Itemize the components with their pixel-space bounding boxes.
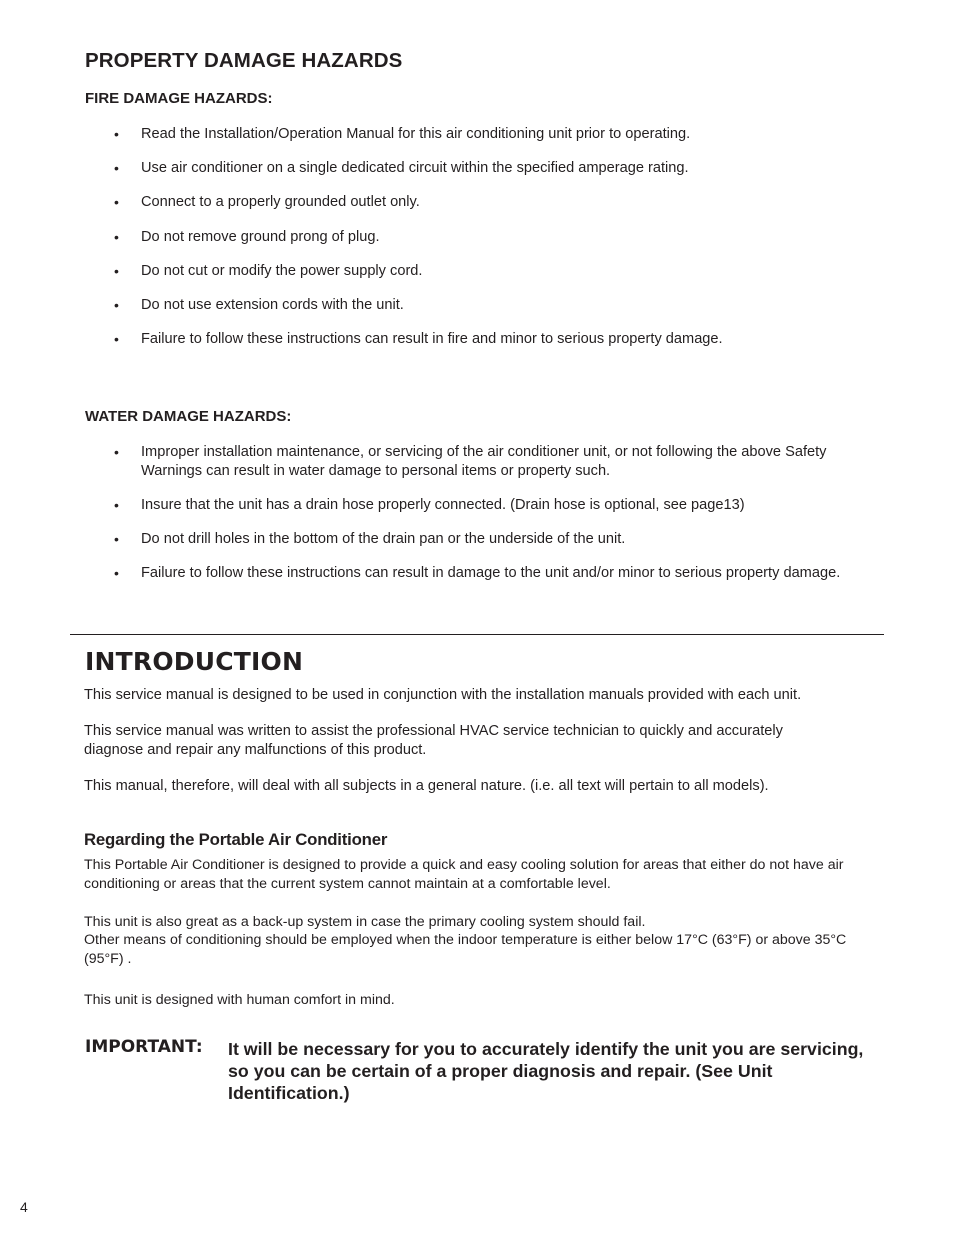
bullet-icon: •	[114, 229, 119, 245]
bullet-icon: •	[114, 194, 119, 210]
list-item: • Failure to follow these instructions can result in fire and minor to serious property damage.	[114, 331, 723, 347]
bullet-icon: •	[114, 565, 119, 581]
property-damage-title: PROPERTY DAMAGE HAZARDS	[85, 49, 403, 72]
bullet-icon: •	[114, 263, 119, 279]
introduction-title: INTRODUCTION	[85, 647, 304, 676]
intro-paragraph: This service manual is designed to be used in conjunction with the installation manuals provided with each unit.	[84, 687, 802, 703]
regarding-heading: Regarding the Portable Air Conditioner	[84, 830, 388, 849]
list-item: • Do not remove ground prong of plug.	[114, 229, 380, 245]
bullet-icon: •	[114, 331, 119, 347]
intro-paragraph: This service manual was written to assist the professional HVAC service technician to quickly and accurately diagnose and repair any malfunctions of this product.	[84, 723, 783, 758]
list-item: • Improper installation maintenance, or servicing of the air conditioner unit, or not following the above Safety Warnings can result in water damage to personal items or property such.	[114, 444, 827, 479]
bullet-icon: •	[114, 297, 119, 313]
regarding-paragraph: This unit is also great as a back-up system in case the primary cooling system should fail.	[84, 914, 646, 930]
important-notice: It will be necessary for you to accurately identify the unit you are servicing, so you can be certain of a proper diagnosis and repair. (See Unit Identification.)	[228, 1039, 864, 1103]
list-item: • Failure to follow these instructions can result in damage to the unit and/or minor to serious property damage.	[114, 565, 841, 581]
important-label: IMPORTANT:	[85, 1037, 203, 1057]
bullet-icon: •	[114, 497, 119, 513]
intro-paragraph: This manual, therefore, will deal with all subjects in a general nature. (i.e. all text will pertain to all models).	[84, 778, 769, 794]
fire-hazards-heading: FIRE DAMAGE HAZARDS:	[85, 90, 273, 107]
list-item: • Do not cut or modify the power supply cord.	[114, 263, 423, 279]
water-hazards-heading: WATER DAMAGE HAZARDS:	[85, 408, 292, 425]
list-item: • Do not drill holes in the bottom of the drain pan or the underside of the unit.	[114, 531, 626, 547]
section-divider	[70, 634, 884, 635]
page-number: 4	[20, 1199, 28, 1215]
list-item: • Insure that the unit has a drain hose properly connected. (Drain hose is optional, see page13)	[114, 497, 745, 513]
list-item: • Do not use extension cords with the unit.	[114, 297, 404, 313]
bullet-icon: •	[114, 126, 119, 142]
list-item: • Read the Installation/Operation Manual for this air conditioning unit prior to operating.	[114, 126, 691, 142]
list-item: • Use air conditioner on a single dedicated circuit within the specified amperage rating.	[114, 160, 689, 176]
bullet-icon: •	[114, 160, 119, 176]
bullet-icon: •	[114, 531, 119, 547]
list-item: • Connect to a properly grounded outlet only.	[114, 194, 420, 210]
regarding-paragraph: This Portable Air Conditioner is designed to provide a quick and easy cooling solution for areas that either do not have air conditioning or areas that the current system cannot maintain at a comfortable level.	[84, 857, 844, 892]
bullet-icon: •	[114, 444, 119, 460]
regarding-paragraph: Other means of conditioning should be employed when the indoor temperature is either below 17°C (63°F) or above 35°C (95°F) .	[84, 932, 847, 967]
regarding-paragraph: This unit is designed with human comfort in mind.	[84, 992, 395, 1008]
